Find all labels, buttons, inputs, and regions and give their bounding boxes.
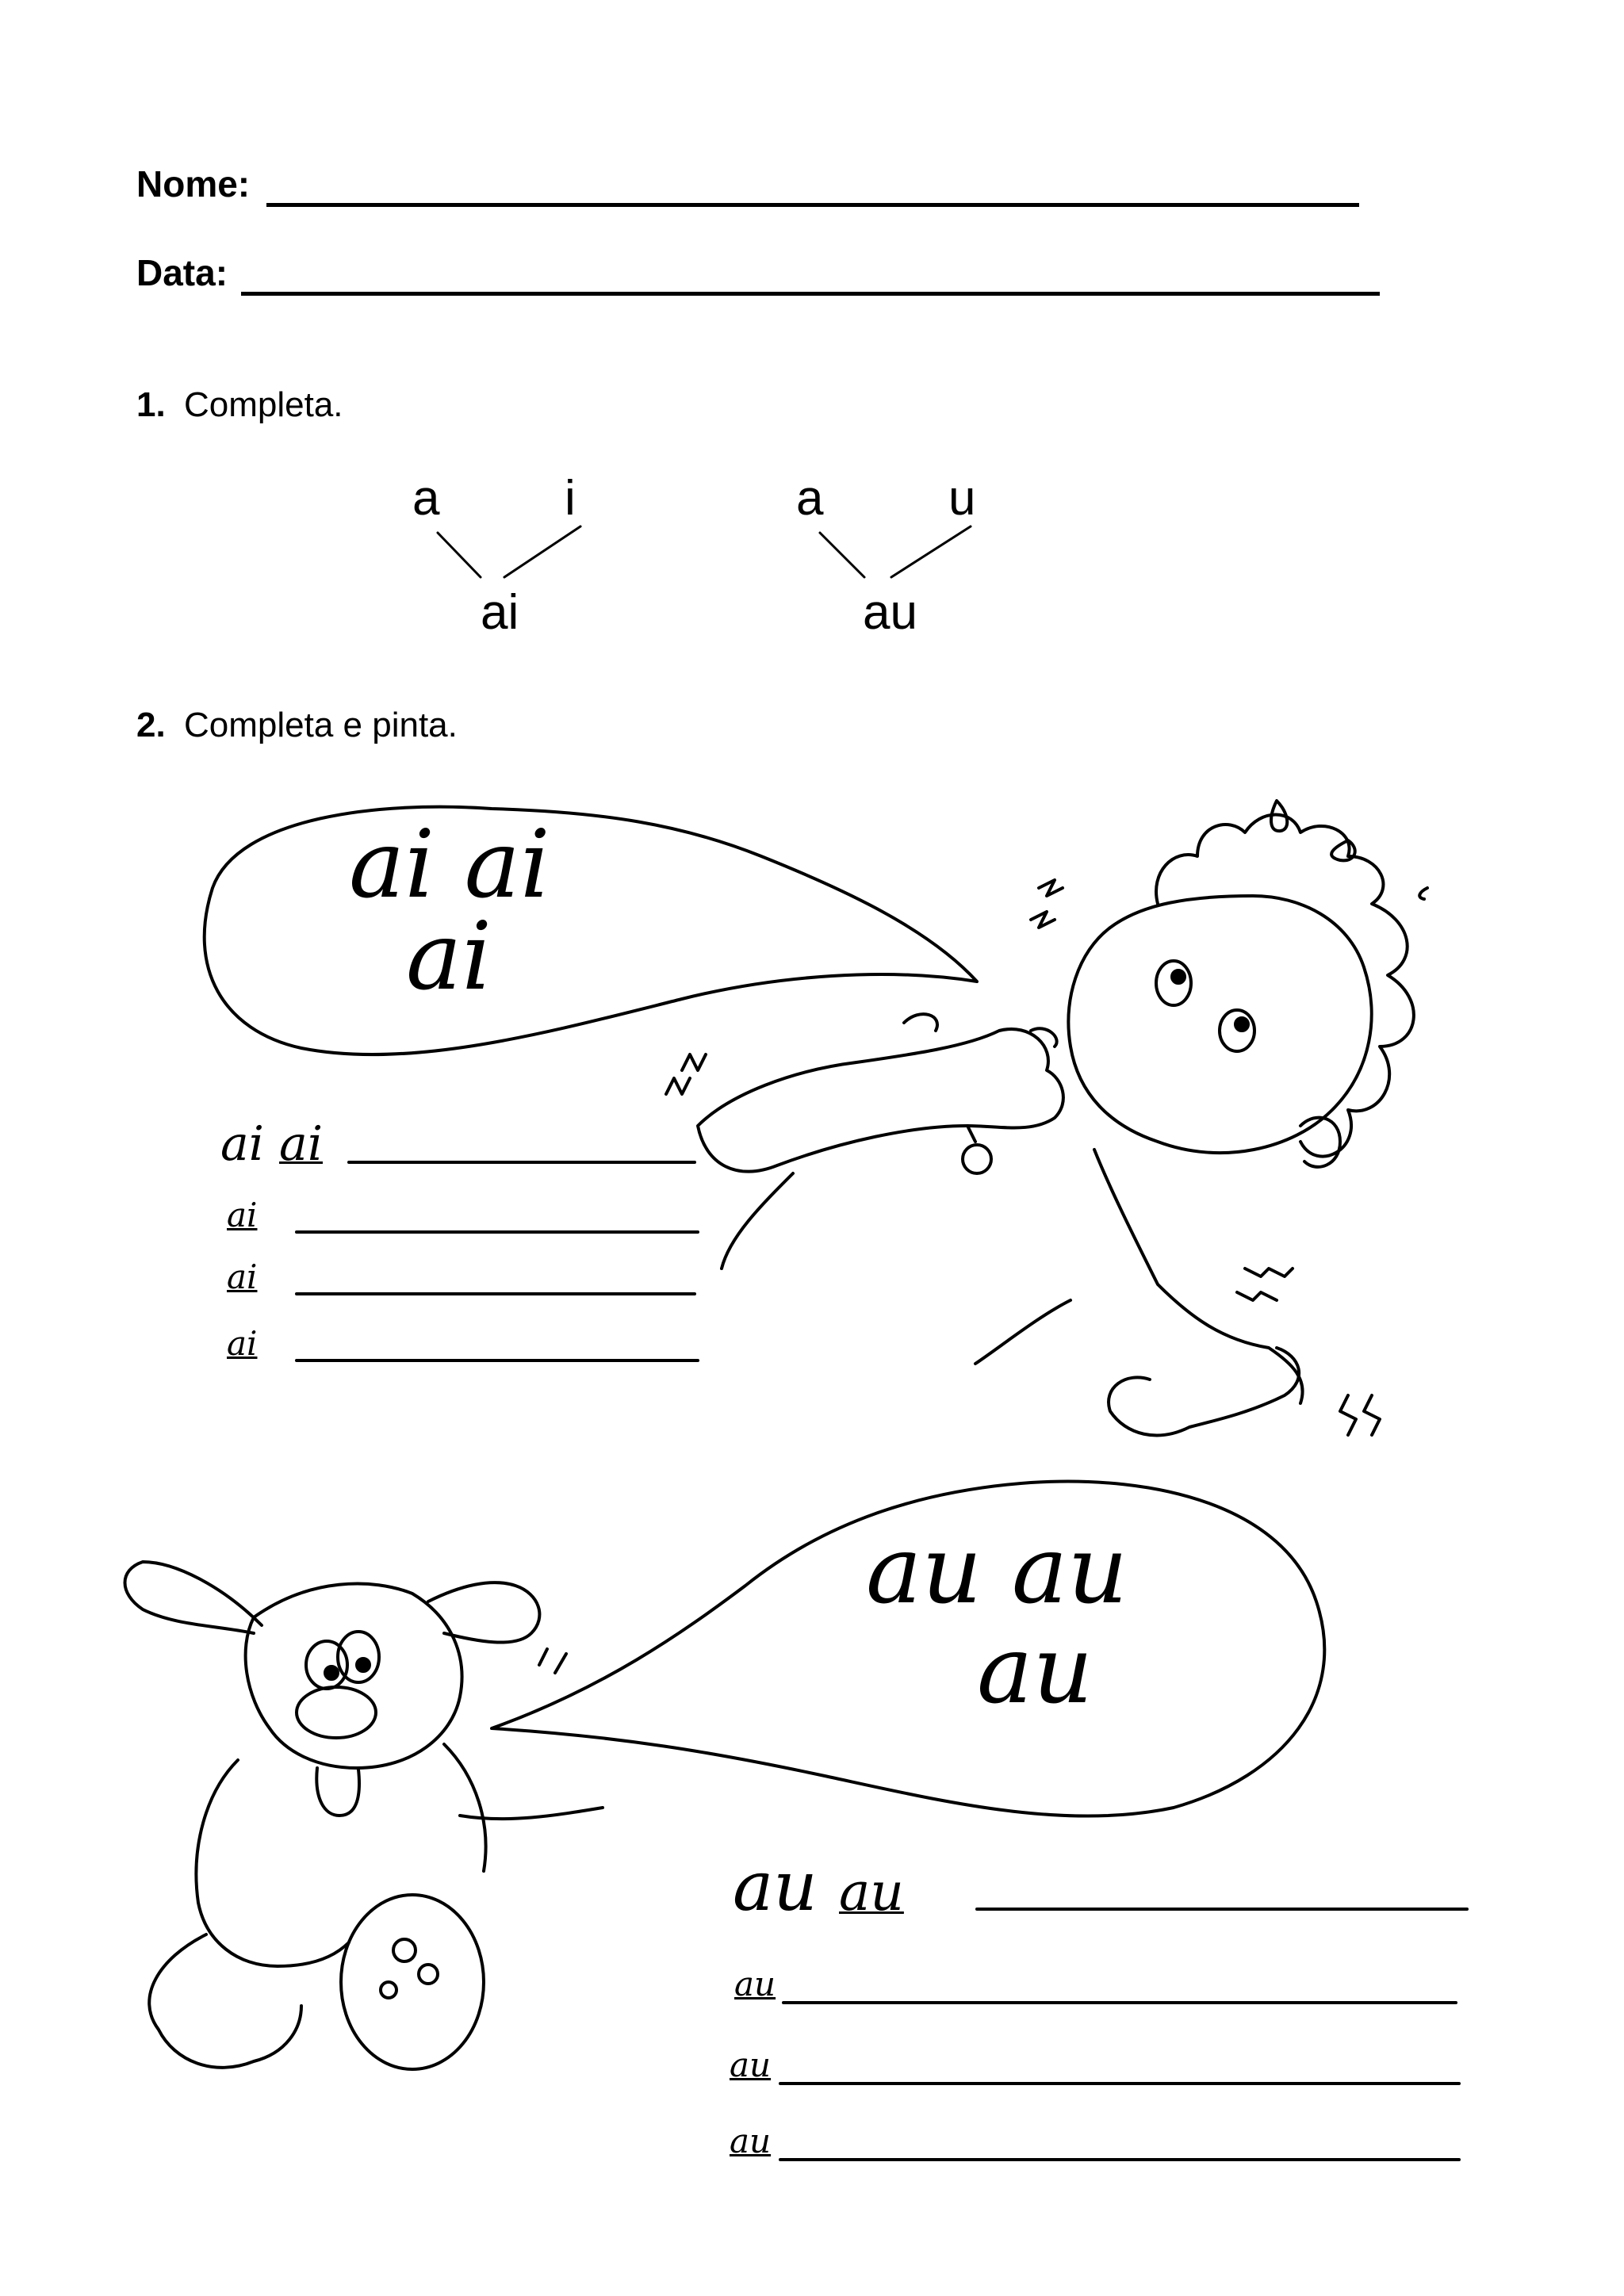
dog-practice-row-1: au	[734, 1965, 776, 2003]
pair-1-right-connector	[504, 526, 580, 577]
dog-practice-first-model: au	[733, 1847, 818, 1927]
dog-eye-right	[338, 1632, 379, 1682]
boy-practice-first-trace: ai	[279, 1116, 324, 1172]
dog-paw-pad	[341, 1895, 484, 2069]
dog-nose	[297, 1687, 376, 1738]
dog-tongue	[316, 1768, 359, 1816]
dog-bubble-line-2: au	[977, 1615, 1094, 1724]
boy-practice-first	[220, 1116, 323, 1172]
pair-2-left: a	[796, 471, 824, 526]
boy-practice-row-1: ai	[227, 1196, 258, 1234]
dog-eye-left	[306, 1641, 347, 1689]
exercise-1-instruction: Completa.	[184, 385, 343, 424]
pair-2-right-connector	[891, 526, 971, 577]
dog-practice-row-3: au	[730, 2122, 772, 2160]
date-label: Data:	[136, 252, 228, 293]
exercise-2-number: 2.	[136, 706, 166, 744]
dog-ear-left	[125, 1562, 262, 1633]
boy-bubble-line-1: ai ai	[349, 809, 550, 919]
dog-bubble-line-1: au au	[866, 1515, 1128, 1624]
exercise-1-number: 1.	[136, 385, 166, 424]
pair-1-result: ai	[481, 585, 519, 640]
pair-2-result: au	[863, 585, 917, 640]
dog-ear-right	[428, 1582, 539, 1642]
boy-practice-row-2: ai	[227, 1257, 258, 1296]
pair-1-right: i	[565, 471, 576, 526]
dog-body	[196, 1744, 485, 1966]
pair-2-right: u	[948, 471, 976, 526]
pair-1-left: a	[412, 471, 440, 526]
boy-arm	[698, 1029, 1063, 1172]
boy-ear	[1300, 1118, 1340, 1167]
dog-practice-first	[733, 1849, 904, 1931]
pair-2-left-connector	[820, 533, 864, 577]
exercise-2-instruction: Completa e pinta.	[184, 706, 458, 744]
boy-bubble-line-2: ai	[406, 901, 492, 1011]
boy-hair	[1156, 815, 1414, 1157]
boy-practice-first-model: ai	[220, 1116, 264, 1172]
pair-1-left-connector	[438, 533, 481, 577]
dog-foot	[149, 1934, 301, 2068]
dog-practice-row-2: au	[730, 2045, 772, 2084]
name-label: Nome:	[136, 163, 251, 205]
dog-head	[246, 1584, 462, 1768]
boy-speech-bubble	[205, 807, 977, 1054]
boy-practice-row-3: ai	[227, 1324, 258, 1363]
boy-body	[722, 1150, 1303, 1403]
boy-hand	[1109, 1348, 1299, 1435]
dog-practice-first-trace: au	[839, 1862, 904, 1923]
